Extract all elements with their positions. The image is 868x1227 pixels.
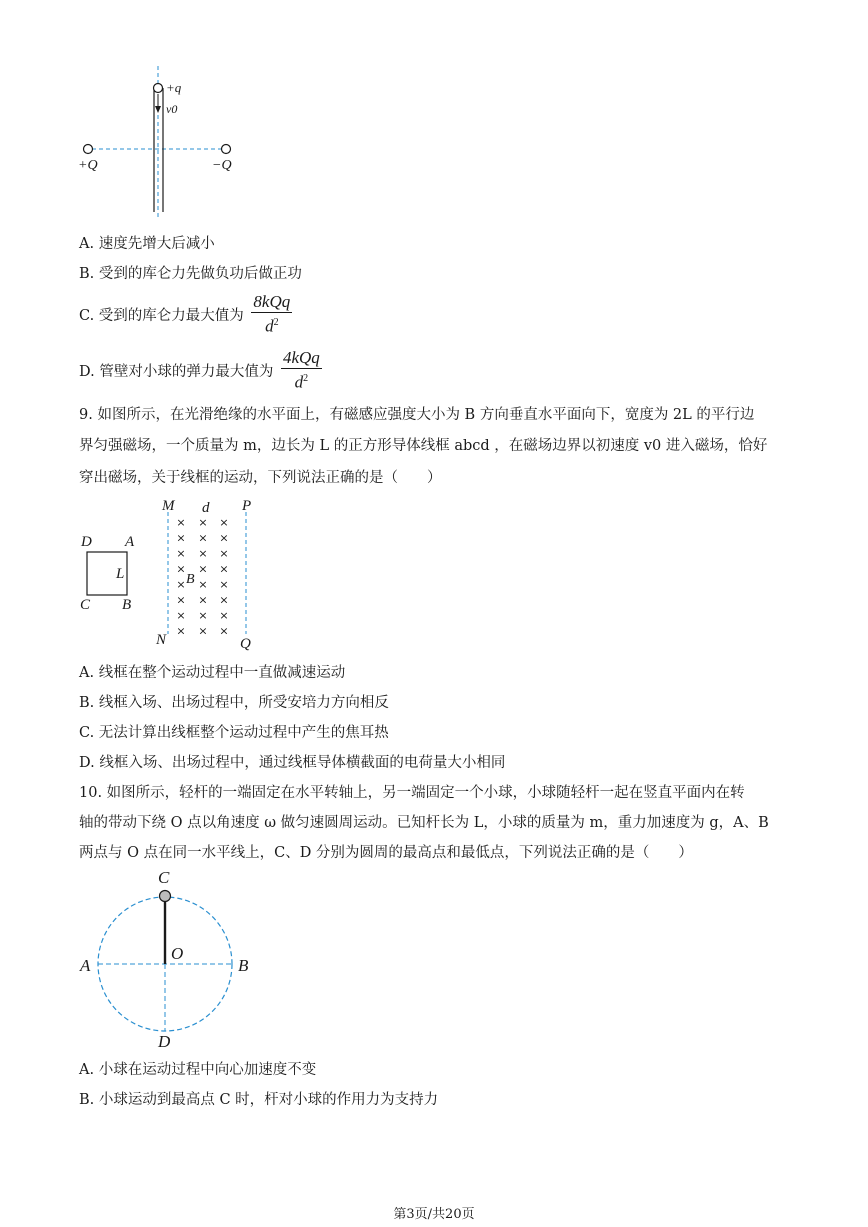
field-cross-mark: × [176, 593, 186, 607]
field-cross-mark: × [176, 516, 186, 529]
q9-option-d: D. 线框入场、出场过程中，通过线框导体横截面的电荷量大小相同 [79, 755, 506, 771]
q8-option-c-fraction: $\frac{\text{8kQq}}{d^2}$ [253, 292, 291, 336]
field-cross-mark: × [219, 624, 229, 638]
q8-option-d-numerator: 4kQq [282, 348, 320, 367]
label-frame-A: A [125, 534, 135, 550]
q9-stem-line3: 穿出磁场，关于线框的运动，下列说法正确的是（ ） [79, 470, 442, 486]
q8-option-c-numerator: 8kQq [253, 292, 291, 311]
label-N: N [156, 632, 167, 648]
q10-stem-line3: 两点与 O 点在同一水平线上，C、D 分别为圆周的最高点和最低点，下列说法正确的是（ ） [79, 845, 693, 861]
q10-stem-line1: 10. 如图所示，轻杆的一端固定在水平转轴上，另一端固定一个小球，小球随轻杆一起在竖直平面内在转 [79, 785, 745, 801]
q8-option-c [79, 292, 292, 337]
field-cross-mark: × [176, 531, 186, 545]
label-M: M [162, 498, 175, 514]
q10-option-b: B. 小球运动到最高点 C 时，杆对小球的作用力为支持力 [79, 1092, 439, 1108]
q9-option-b: B. 线框入场、出场过程中，所受安培力方向相反 [79, 695, 389, 711]
q9-stem-line2: 界匀强磁场，一个质量为 m，边长为 L 的正方形导体线框 abcd ，在磁场边界以初速度 v0 进入磁场，恰好 [79, 438, 768, 454]
q10-stem-line2: 轴的带动下绕 O 点以角速度 ω 做匀速圆周运动。已知杆长为 L，小球的质量为 m，重力加速度为 g，A、B [79, 815, 769, 831]
label-A: A [80, 956, 91, 975]
field-cross-mark: × [176, 609, 186, 622]
q8-option-a: A. 速度先增大后减小 [79, 236, 215, 252]
label-frame-D: D [81, 534, 92, 550]
figure-q9 [76, 496, 266, 656]
field-cross-mark: × [219, 547, 229, 560]
field-cross-mark: × [198, 531, 208, 545]
field-cross-mark: × [219, 578, 229, 591]
label-O: O [171, 944, 184, 963]
label-plus-q: +q [166, 80, 182, 95]
label-v0: v0 [166, 102, 178, 116]
field-cross-mark: × [176, 624, 186, 638]
label-Q: Q [240, 636, 251, 652]
field-cross-mark: × [219, 562, 229, 576]
label-frame-C: C [80, 597, 91, 613]
field-cross-mark: × [219, 516, 229, 529]
label-field-B: B [186, 572, 195, 587]
label-B: B [238, 956, 249, 975]
field-cross-mark: × [219, 593, 229, 607]
field-cross-mark: × [176, 578, 186, 591]
q9-option-a: A. 线框在整个运动过程中一直做减速运动 [79, 665, 346, 681]
q9-option-c: C. 无法计算出线框整个运动过程中产生的焦耳热 [79, 725, 389, 741]
q10-option-a: A. 小球在运动过程中向心加速度不变 [79, 1062, 317, 1078]
field-cross-mark: × [219, 609, 229, 622]
q8-option-d-text: D. 管壁对小球的弹力最大值为 [79, 363, 274, 380]
q8-option-b: B. 受到的库仑力先做负功后做正功 [79, 266, 302, 282]
label-frame-B: B [122, 597, 132, 613]
label-left-charge: +Q [78, 158, 98, 173]
field-cross-mark: × [198, 562, 208, 576]
figure-q9-svg [76, 496, 266, 656]
label-C: C [158, 868, 170, 887]
q8-option-d-fraction: $\frac{\text{4kQq}}{d^2}$ [282, 348, 320, 392]
q8-option-d-denominator: d [294, 372, 304, 392]
q9-stem-line1: 9. 如图所示，在光滑绝缘的水平面上，有磁感应强度大小为 B 方向垂直水平面向下，宽度为 2L 的平行边 [79, 407, 755, 423]
field-cross-mark: × [198, 547, 208, 560]
q8-option-c-text: C. 受到的库仑力最大值为 [79, 307, 244, 324]
label-D: D [158, 1032, 171, 1051]
field-cross-mark: × [198, 624, 208, 638]
page-footer: 第3页/共20页 [393, 1207, 475, 1222]
field-cross-mark: × [198, 609, 208, 622]
figure-q10 [76, 866, 266, 1056]
field-cross-mark: × [176, 562, 186, 576]
label-frame-L: L [116, 566, 125, 582]
field-cross-mark: × [198, 516, 208, 529]
label-P: P [242, 498, 252, 514]
field-cross-mark: × [219, 531, 229, 545]
figure-q8 [70, 62, 260, 222]
field-cross-mark: × [198, 578, 208, 591]
q8-option-c-denominator: d [265, 316, 274, 336]
label-right-charge: −Q [212, 158, 232, 173]
field-cross-mark: × [176, 547, 186, 560]
magnetic-field-crosses [176, 516, 228, 638]
label-d: d [202, 500, 210, 516]
field-cross-mark: × [198, 593, 208, 607]
figure-q8-svg [70, 62, 260, 222]
q8-option-d [79, 348, 322, 393]
